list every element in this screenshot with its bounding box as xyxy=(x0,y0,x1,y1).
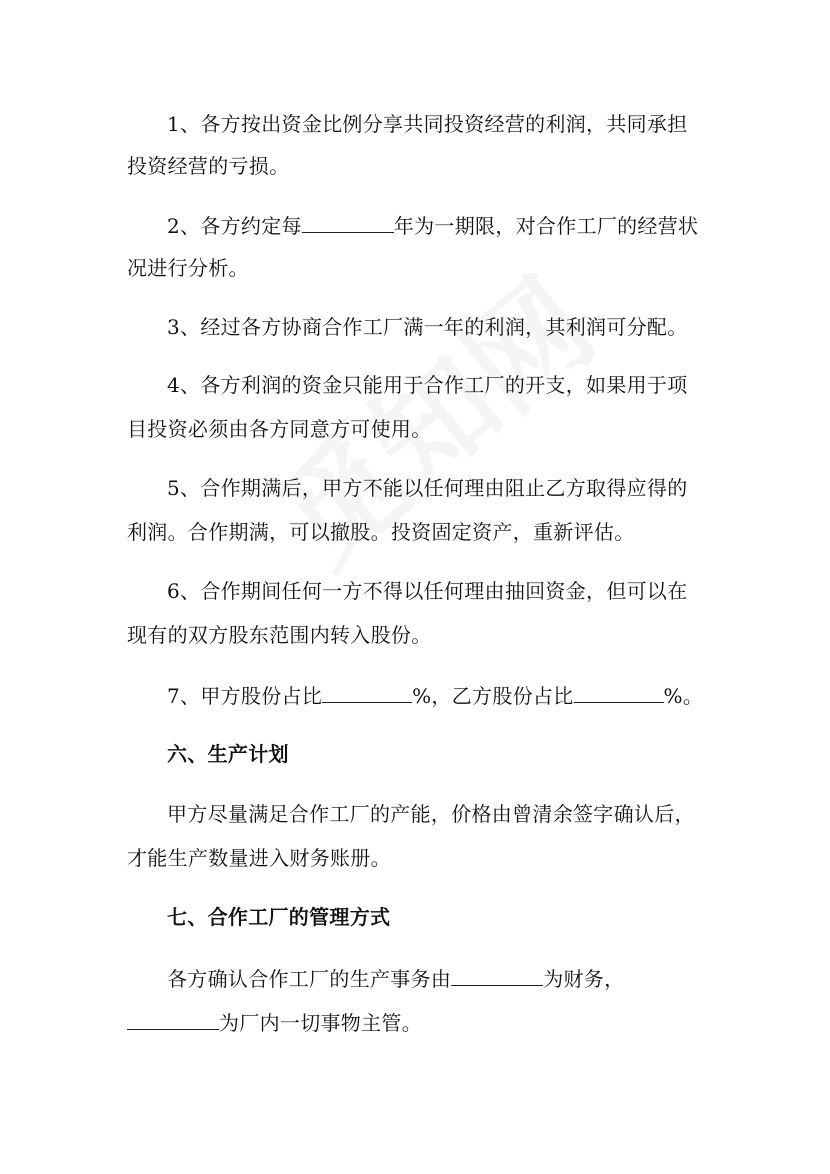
clause-7-line-1 xyxy=(167,680,703,710)
clause-3-line-1: 3、经过各方协商合作工厂满一年的利润，其利润可分配。 xyxy=(167,315,688,339)
section-7-text-a: 各方确认合作工厂的生产事务由 xyxy=(167,967,452,991)
clause-4-line-1: 4、各方利润的资金只能用于合作工厂的开支，如果用于项 xyxy=(167,373,688,397)
clause-6-line-1: 6、合作期间任何一方不得以任何理由抽回资金，但可以在 xyxy=(167,579,688,603)
clause-7-text-a: 7、甲方股份占比 xyxy=(167,684,323,708)
section-7-line-2 xyxy=(127,1007,422,1037)
clause-2-line-1 xyxy=(167,210,698,240)
clause-5-line-2: 利润。合作期满，可以撤股。投资固定资产，重新评估。 xyxy=(127,520,635,544)
section-7-heading: 七、合作工厂的管理方式 xyxy=(167,905,391,929)
clause-4-line-2: 目投资必须由各方同意方可使用。 xyxy=(127,417,432,441)
manager-person-blank xyxy=(127,1007,219,1030)
period-years-blank xyxy=(302,210,394,233)
section-6-line-2: 才能生产数量进入财务账册。 xyxy=(127,846,391,870)
clause-2-text-b: 年为一期限，对合作工厂的经营状 xyxy=(393,214,699,238)
section-6-line-1: 甲方尽量满足合作工厂的产能，价格由曾清余签字确认后， xyxy=(167,802,695,826)
party-b-share-blank xyxy=(574,680,664,703)
section-7-text-b: 为财务， xyxy=(543,967,625,991)
clause-2-line-2: 况进行分析。 xyxy=(127,256,249,280)
clause-2-text-a: 2、各方约定每 xyxy=(167,214,302,238)
clause-7-text-c: %。 xyxy=(663,684,704,708)
section-6-heading: 六、生产计划 xyxy=(167,742,289,766)
clause-5-line-1: 5、合作期满后，甲方不能以任何理由阻止乙方取得应得的 xyxy=(167,476,688,500)
clause-1-line-1: 1、各方按出资金比例分享共同投资经营的利润，共同承担 xyxy=(167,112,688,136)
party-a-share-blank xyxy=(322,680,412,703)
section-7-line-1 xyxy=(167,963,624,993)
clause-7-text-b: %，乙方股份占比 xyxy=(412,684,574,708)
clause-1-line-2: 投资经营的亏损。 xyxy=(127,154,290,178)
finance-person-blank xyxy=(451,963,543,986)
clause-6-line-2: 现有的双方股东范围内转入股份。 xyxy=(127,623,432,647)
section-7-text-c: 为厂内一切事物主管。 xyxy=(219,1011,422,1035)
